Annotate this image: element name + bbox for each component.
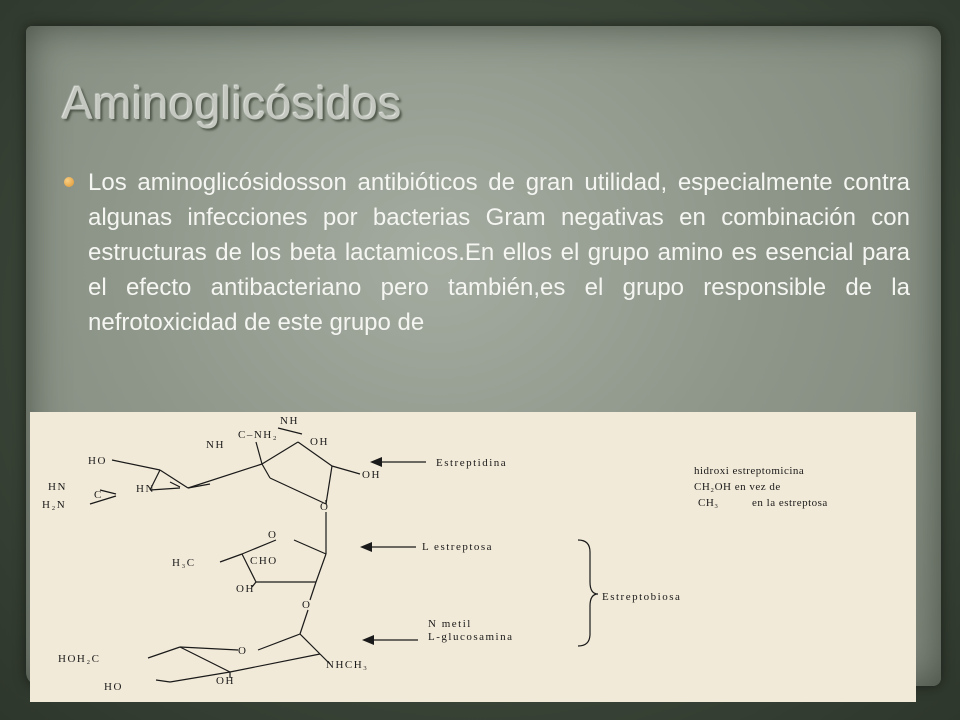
group-h3c: H₃C bbox=[172, 557, 196, 569]
note-line-3a: CH₃ bbox=[698, 497, 719, 509]
note-line-3b: en la estreptosa bbox=[752, 497, 828, 509]
label-estreptidina: Estreptidina bbox=[436, 457, 508, 469]
group-h2n: H₂N bbox=[42, 499, 67, 511]
group-oh-4: OH bbox=[216, 675, 235, 687]
group-o-2: O bbox=[268, 529, 278, 541]
group-nh-top: NH bbox=[280, 415, 299, 427]
label-l-glucosamina: L-glucosamina bbox=[428, 631, 514, 643]
group-oh-3: OH bbox=[236, 583, 255, 595]
note-line-1: hidroxi estreptomicina bbox=[694, 465, 805, 477]
group-oh-2: OH bbox=[362, 469, 381, 481]
streptomycin-structure-figure bbox=[30, 412, 916, 702]
group-c-1: C bbox=[94, 489, 103, 501]
body-paragraph: Los aminoglicósidosson antibióticos de gran utilidad, especialmente contra algunas infecciones por bacterias Gram negativas en combinación con estructuras de los beta lactamicos.En ellos el grupo amino es esencial para el efecto antibacteriano pero también,es el grupo responsible de la nefrotoxicidad de este grupo de bbox=[88, 169, 910, 336]
group-nhch3: NHCH₃ bbox=[326, 659, 369, 671]
group-hoh2c: HOH₂C bbox=[58, 653, 101, 665]
structure-diagram bbox=[30, 412, 916, 702]
label-l-estreptosa: L estreptosa bbox=[422, 541, 494, 553]
note-line-2: CH₂OH en vez de bbox=[694, 481, 781, 493]
group-ho-2: HO bbox=[104, 681, 123, 693]
slide-title: Aminoglicósidos bbox=[62, 77, 402, 129]
group-nh: NH bbox=[206, 439, 225, 451]
label-n-metil: N metil bbox=[428, 618, 472, 630]
group-o-1: O bbox=[320, 501, 330, 513]
bullet-icon bbox=[64, 177, 74, 187]
group-o-3: O bbox=[302, 599, 312, 611]
group-ho-1: HO bbox=[88, 455, 107, 467]
group-oh-1: OH bbox=[310, 436, 329, 448]
label-estreptobiosa: Estreptobiosa bbox=[602, 591, 682, 603]
group-hn-2: HN bbox=[136, 483, 155, 495]
group-cho: CHO bbox=[250, 555, 278, 567]
group-c-nh2: C–NH₂ bbox=[238, 429, 279, 441]
group-o-4: O bbox=[238, 645, 248, 657]
group-hn-1: HN bbox=[48, 481, 67, 493]
